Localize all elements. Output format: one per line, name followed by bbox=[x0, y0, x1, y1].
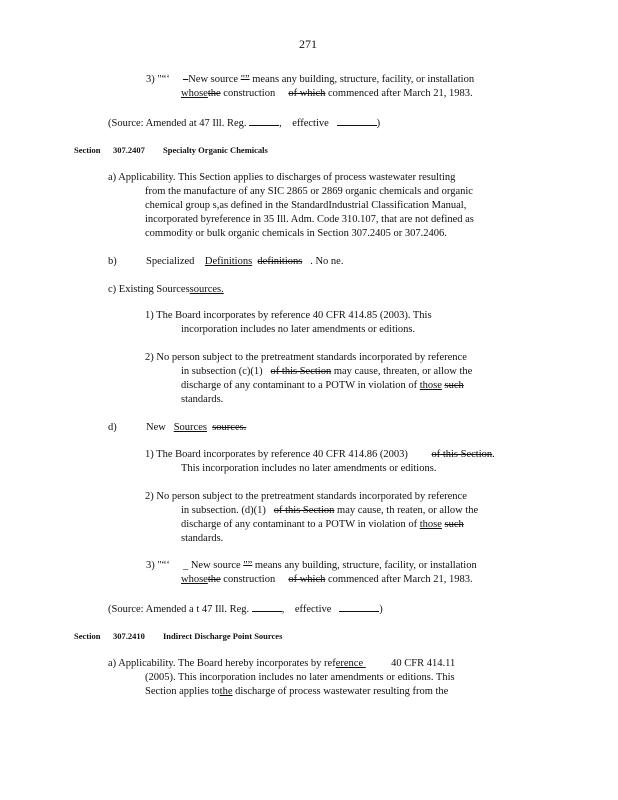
commenced-text: commenced after March 21, 1983. bbox=[328, 88, 473, 99]
item-c2-line1: 2) No person subject to the pretreatment standards incorporated by reference bbox=[145, 352, 467, 363]
deleted-of-this-section: of this Section bbox=[270, 366, 332, 377]
inserted-sources: sources. bbox=[189, 284, 224, 295]
register-blank bbox=[252, 601, 282, 612]
applicability-2-line-3 bbox=[145, 685, 448, 699]
new-word: New bbox=[146, 422, 166, 433]
section-title-2: Indirect Discharge Point Sources bbox=[163, 631, 283, 641]
applicability-line-1: a) Applicability. This Section applies to discharges of process wastewater resulting bbox=[108, 172, 456, 183]
section-applies-text: Section applies to bbox=[145, 686, 220, 697]
period: . bbox=[492, 449, 495, 460]
item-number: 3) bbox=[146, 560, 155, 571]
item-c-heading bbox=[108, 283, 224, 297]
quote-marks: "“‘ bbox=[157, 74, 170, 85]
deleted-of-which: of which bbox=[288, 574, 326, 585]
section-title-1: Specialty Organic Chemicals bbox=[163, 145, 268, 155]
underscore-mark: _ bbox=[182, 560, 189, 571]
none-text: . No ne. bbox=[310, 256, 344, 267]
applicability-text: a) Applicability. The Board hereby incorporates by ref bbox=[108, 658, 336, 669]
item-c2-line4: standards. bbox=[181, 394, 224, 405]
definition-new-source-1-line2 bbox=[181, 87, 473, 101]
specialized-word: Specialized bbox=[146, 256, 195, 267]
may-cause-text: may cause, threaten, or allow the bbox=[333, 366, 473, 377]
close-paren: ) bbox=[379, 604, 383, 615]
applicability-line-2: from the manufacture of any SIC 2865 or 2869 organic chemicals and organic bbox=[145, 186, 473, 197]
definition-new-source-2-line1 bbox=[146, 559, 477, 573]
item-d-label: d) bbox=[108, 422, 117, 433]
inserted-erence: erence bbox=[335, 658, 364, 669]
deleted-quote: "” bbox=[243, 560, 253, 571]
applicability-line-5: commodity or bulk organic chemicals in Section 307.2405 or 307.2406. bbox=[145, 228, 447, 239]
item-c1-line2: incorporation includes no later amendments or editions. bbox=[181, 324, 416, 335]
definition-text: means any building, structure, facility, or installation bbox=[252, 74, 475, 85]
register-blank bbox=[249, 115, 279, 126]
incorporates-text: 1) The Board incorporates by reference 40 CFR 414.86 (2003) bbox=[145, 449, 408, 460]
section-label-2: Section bbox=[74, 631, 101, 641]
page-number: 271 bbox=[299, 37, 317, 51]
deleted-quote: "” bbox=[240, 74, 250, 85]
discharge-text: discharge of any contaminant to a POTW in violation of bbox=[181, 519, 418, 530]
discharge-text: discharge of any contaminant to a POTW in violation of bbox=[181, 380, 418, 391]
may-cause-text: may cause, th reaten, or allow the bbox=[337, 505, 479, 516]
effective-label: effective bbox=[294, 604, 332, 615]
new-source-term: New source bbox=[190, 560, 241, 571]
construction-word: construction bbox=[223, 574, 276, 585]
effective-blank bbox=[337, 115, 377, 126]
inserted-definitions: Definitions bbox=[204, 256, 253, 267]
inserted-sources-cap: Sources bbox=[173, 422, 207, 433]
source-note-2 bbox=[108, 601, 383, 617]
underline-gap bbox=[363, 657, 391, 671]
definition-new-source-1-line1 bbox=[146, 73, 474, 87]
cfr-reference: 40 CFR 414.11 bbox=[391, 658, 456, 669]
inserted-those: those bbox=[419, 380, 442, 391]
source-text: (Source: Amended at 47 Ill. Reg. bbox=[108, 118, 247, 129]
item-c2-line2 bbox=[181, 365, 472, 379]
deleted-dash: – bbox=[182, 74, 189, 85]
item-d1-line2: This incorporation includes no later amendments or editions. bbox=[181, 463, 437, 474]
inserted-whose: whose bbox=[181, 88, 208, 99]
commenced-text: commenced after March 21, 1983. bbox=[328, 574, 473, 585]
item-d1-line1 bbox=[145, 448, 495, 462]
section-number-2: 307.2410 bbox=[113, 631, 145, 641]
item-d-heading bbox=[146, 421, 246, 435]
deleted-of-which: of which bbox=[288, 88, 326, 99]
close-paren: ) bbox=[376, 118, 381, 129]
inserted-those: those bbox=[419, 519, 442, 530]
quote-marks: "“‘ bbox=[157, 560, 170, 571]
comma: , bbox=[279, 118, 282, 129]
deleted-definitions: definitions bbox=[257, 256, 303, 267]
applicability-2-line-1 bbox=[108, 657, 455, 671]
subsection-ref: in subsection (c)(1) bbox=[181, 366, 263, 377]
item-d2-line3 bbox=[181, 518, 464, 532]
definition-text: means any building, structure, facility, or installation bbox=[254, 560, 477, 571]
deleted-the: the bbox=[207, 574, 221, 585]
item-d2-line4: standards. bbox=[181, 533, 224, 544]
effective-label: effective bbox=[292, 118, 329, 129]
item-number: 3) bbox=[146, 74, 155, 85]
item-d2-line1: 2) No person subject to the pretreatment standards incorporated by reference bbox=[145, 491, 467, 502]
item-c1-line1: 1) The Board incorporates by reference 40 CFR 414.85 (2003). This bbox=[145, 310, 432, 321]
item-b-label: b) bbox=[108, 256, 117, 267]
deleted-of-this-section: of this Section bbox=[273, 505, 335, 516]
source-text: (Source: Amended a t 47 Ill. Reg. bbox=[108, 604, 250, 615]
applicability-line-4: incorporated byreference in 35 Ill. Adm. Code 310.107, that are not defined as bbox=[145, 214, 474, 225]
item-c2-line3 bbox=[181, 379, 464, 393]
inserted-whose: whose bbox=[181, 574, 208, 585]
deleted-sources: sources. bbox=[212, 422, 247, 433]
deleted-such: such bbox=[444, 519, 464, 530]
section-number-1: 307.2407 bbox=[113, 145, 145, 155]
deleted-such: such bbox=[444, 380, 464, 391]
deleted-the: the bbox=[207, 88, 221, 99]
comma: , bbox=[281, 604, 285, 615]
definition-new-source-2-line2 bbox=[181, 573, 473, 587]
source-note-1 bbox=[108, 115, 380, 131]
construction-word: construction bbox=[223, 88, 276, 99]
item-d2-line2 bbox=[181, 504, 478, 518]
existing-sources-label: c) Existing Sources bbox=[108, 284, 190, 295]
applicability-line-3: chemical group s,as defined in the StandardIndustrial Classification Manual, bbox=[145, 200, 467, 211]
item-b-text bbox=[146, 255, 343, 269]
applicability-2-line-2: (2005). This incorporation includes no later amendments or editions. This bbox=[145, 672, 455, 683]
subsection-ref: in subsection. (d)(1) bbox=[181, 505, 266, 516]
new-source-term: New source bbox=[188, 74, 239, 85]
section-label-1: Section bbox=[74, 145, 101, 155]
discharge-text: discharge of process wastewater resulting from the bbox=[235, 686, 449, 697]
deleted-of-this-section: of this Section bbox=[431, 449, 493, 460]
inserted-the: the bbox=[219, 686, 233, 697]
effective-blank bbox=[339, 601, 379, 612]
